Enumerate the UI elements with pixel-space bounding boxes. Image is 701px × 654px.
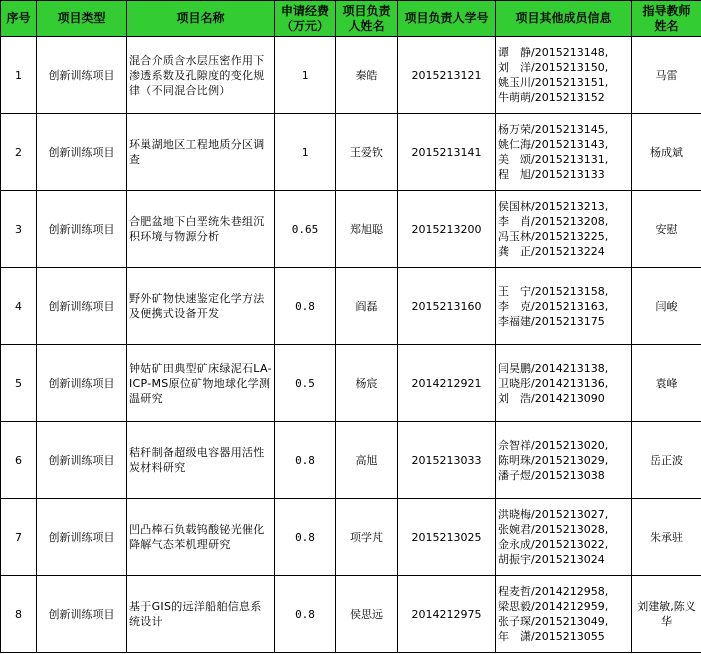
cell-advisor: 杨成斌 [632,114,701,191]
cell-type: 创新训练项目 [37,576,127,653]
table-row [1,114,701,191]
cell-name: 混合介质含水层压密作用下渗透系数及孔隙度的变化规律（不同混合比例） [127,37,275,114]
cell-leader: 郑旭聪 [336,191,398,268]
cell-fee: 1 [275,114,336,191]
cell-name: 合肥盆地下白垩统朱巷组沉积环境与物源分析 [127,191,275,268]
table-row [1,191,701,268]
cell-name: 基于GIS的远洋船舶信息系统设计 [127,576,275,653]
cell-leader: 项学芃 [336,499,398,576]
cell-type: 创新训练项目 [37,268,127,345]
cell-members: 洪晓梅/2015213027, 张婉君/2015213028, 金永成/2015213022, 胡振宇/2015213024 [496,499,632,576]
cell-leader-id: 2014212921 [398,345,496,422]
cell-leader-id: 2015213033 [398,422,496,499]
cell-seq: 3 [1,191,37,268]
cell-leader: 杨宸 [336,345,398,422]
cell-name: 野外矿物快速鉴定化学方法及便携式设备开发 [127,268,275,345]
cell-name: 钟姑矿田典型矿床绿泥石LA-ICP-MS原位矿物地球化学测温研究 [127,345,275,422]
header-seq: 序号 [1,1,37,37]
cell-advisor: 朱承驻 [632,499,701,576]
header-name: 项目名称 [127,1,275,37]
cell-advisor: 闫峻 [632,268,701,345]
cell-leader: 秦皓 [336,37,398,114]
table-row [1,499,701,576]
cell-fee: 1 [275,37,336,114]
header-fee: 申请经费 （万元） [275,1,336,37]
cell-leader: 阎磊 [336,268,398,345]
header-advisor: 指导教师 姓名 [632,1,701,37]
cell-advisor: 安慰 [632,191,701,268]
cell-seq: 1 [1,37,37,114]
header-row [1,1,701,37]
cell-type: 创新训练项目 [37,499,127,576]
cell-fee: 0.5 [275,345,336,422]
cell-fee: 0.8 [275,499,336,576]
cell-seq: 8 [1,576,37,653]
cell-leader-id: 2015213141 [398,114,496,191]
header-type: 项目类型 [37,1,127,37]
cell-name: 秸秆制备超级电容器用活性炭材料研究 [127,422,275,499]
cell-members: 闫昊鹏/2014213138, 卫晓彤/2014213136, 刘 浩/2014213090 [496,345,632,422]
cell-leader: 高旭 [336,422,398,499]
cell-leader: 王爱钦 [336,114,398,191]
cell-members: 侯国林/2015213213, 李 肖/2015213208, 冯玉林/2015213225, 龚 正/2015213224 [496,191,632,268]
cell-seq: 7 [1,499,37,576]
cell-type: 创新训练项目 [37,191,127,268]
cell-seq: 5 [1,345,37,422]
table-row [1,37,701,114]
cell-type: 创新训练项目 [37,345,127,422]
cell-leader-id: 2015213025 [398,499,496,576]
cell-leader-id: 2015213121 [398,37,496,114]
cell-members: 程麦哲/2014212958, 梁思毅/2014212959, 张子琛/2015213049, 年 潇/2015213055 [496,576,632,653]
cell-fee: 0.8 [275,268,336,345]
cell-members: 谭 静/2015213148, 刘 洋/2015213150, 姚玉川/2015213151, 牛萌萌/2015213152 [496,37,632,114]
cell-leader-id: 2015213160 [398,268,496,345]
cell-fee: 0.65 [275,191,336,268]
cell-advisor: 岳正波 [632,422,701,499]
table-row [1,576,701,653]
cell-name: 环巢湖地区工程地质分区调查 [127,114,275,191]
cell-name: 凹凸棒石负载钨酸铋光催化降解气态苯机理研究 [127,499,275,576]
cell-fee: 0.8 [275,576,336,653]
cell-members: 佘智祥/2015213020, 陈明珠/2015213029, 潘子煜/2015213038 [496,422,632,499]
cell-type: 创新训练项目 [37,37,127,114]
cell-members: 王 宁/2015213158, 李 克/2015213163, 李福建/2015213175 [496,268,632,345]
header-leader: 项目负责 人姓名 [336,1,398,37]
table-row [1,345,701,422]
table-row [1,268,701,345]
cell-seq: 6 [1,422,37,499]
header-members: 项目其他成员信息 [496,1,632,37]
cell-leader-id: 2014212975 [398,576,496,653]
cell-seq: 2 [1,114,37,191]
cell-leader: 侯思远 [336,576,398,653]
table-row [1,422,701,499]
cell-fee: 0.8 [275,422,336,499]
cell-members: 杨万荣/2015213145, 姚仁海/2015213143, 美 颂/2015213131, 程 旭/2015213133 [496,114,632,191]
cell-type: 创新训练项目 [37,422,127,499]
cell-advisor: 马雷 [632,37,701,114]
cell-type: 创新训练项目 [37,114,127,191]
cell-advisor: 刘建敏,陈义华 [632,576,701,653]
cell-advisor: 袁峰 [632,345,701,422]
cell-seq: 4 [1,268,37,345]
cell-leader-id: 2015213200 [398,191,496,268]
header-leader-id: 项目负责人学号 [398,1,496,37]
